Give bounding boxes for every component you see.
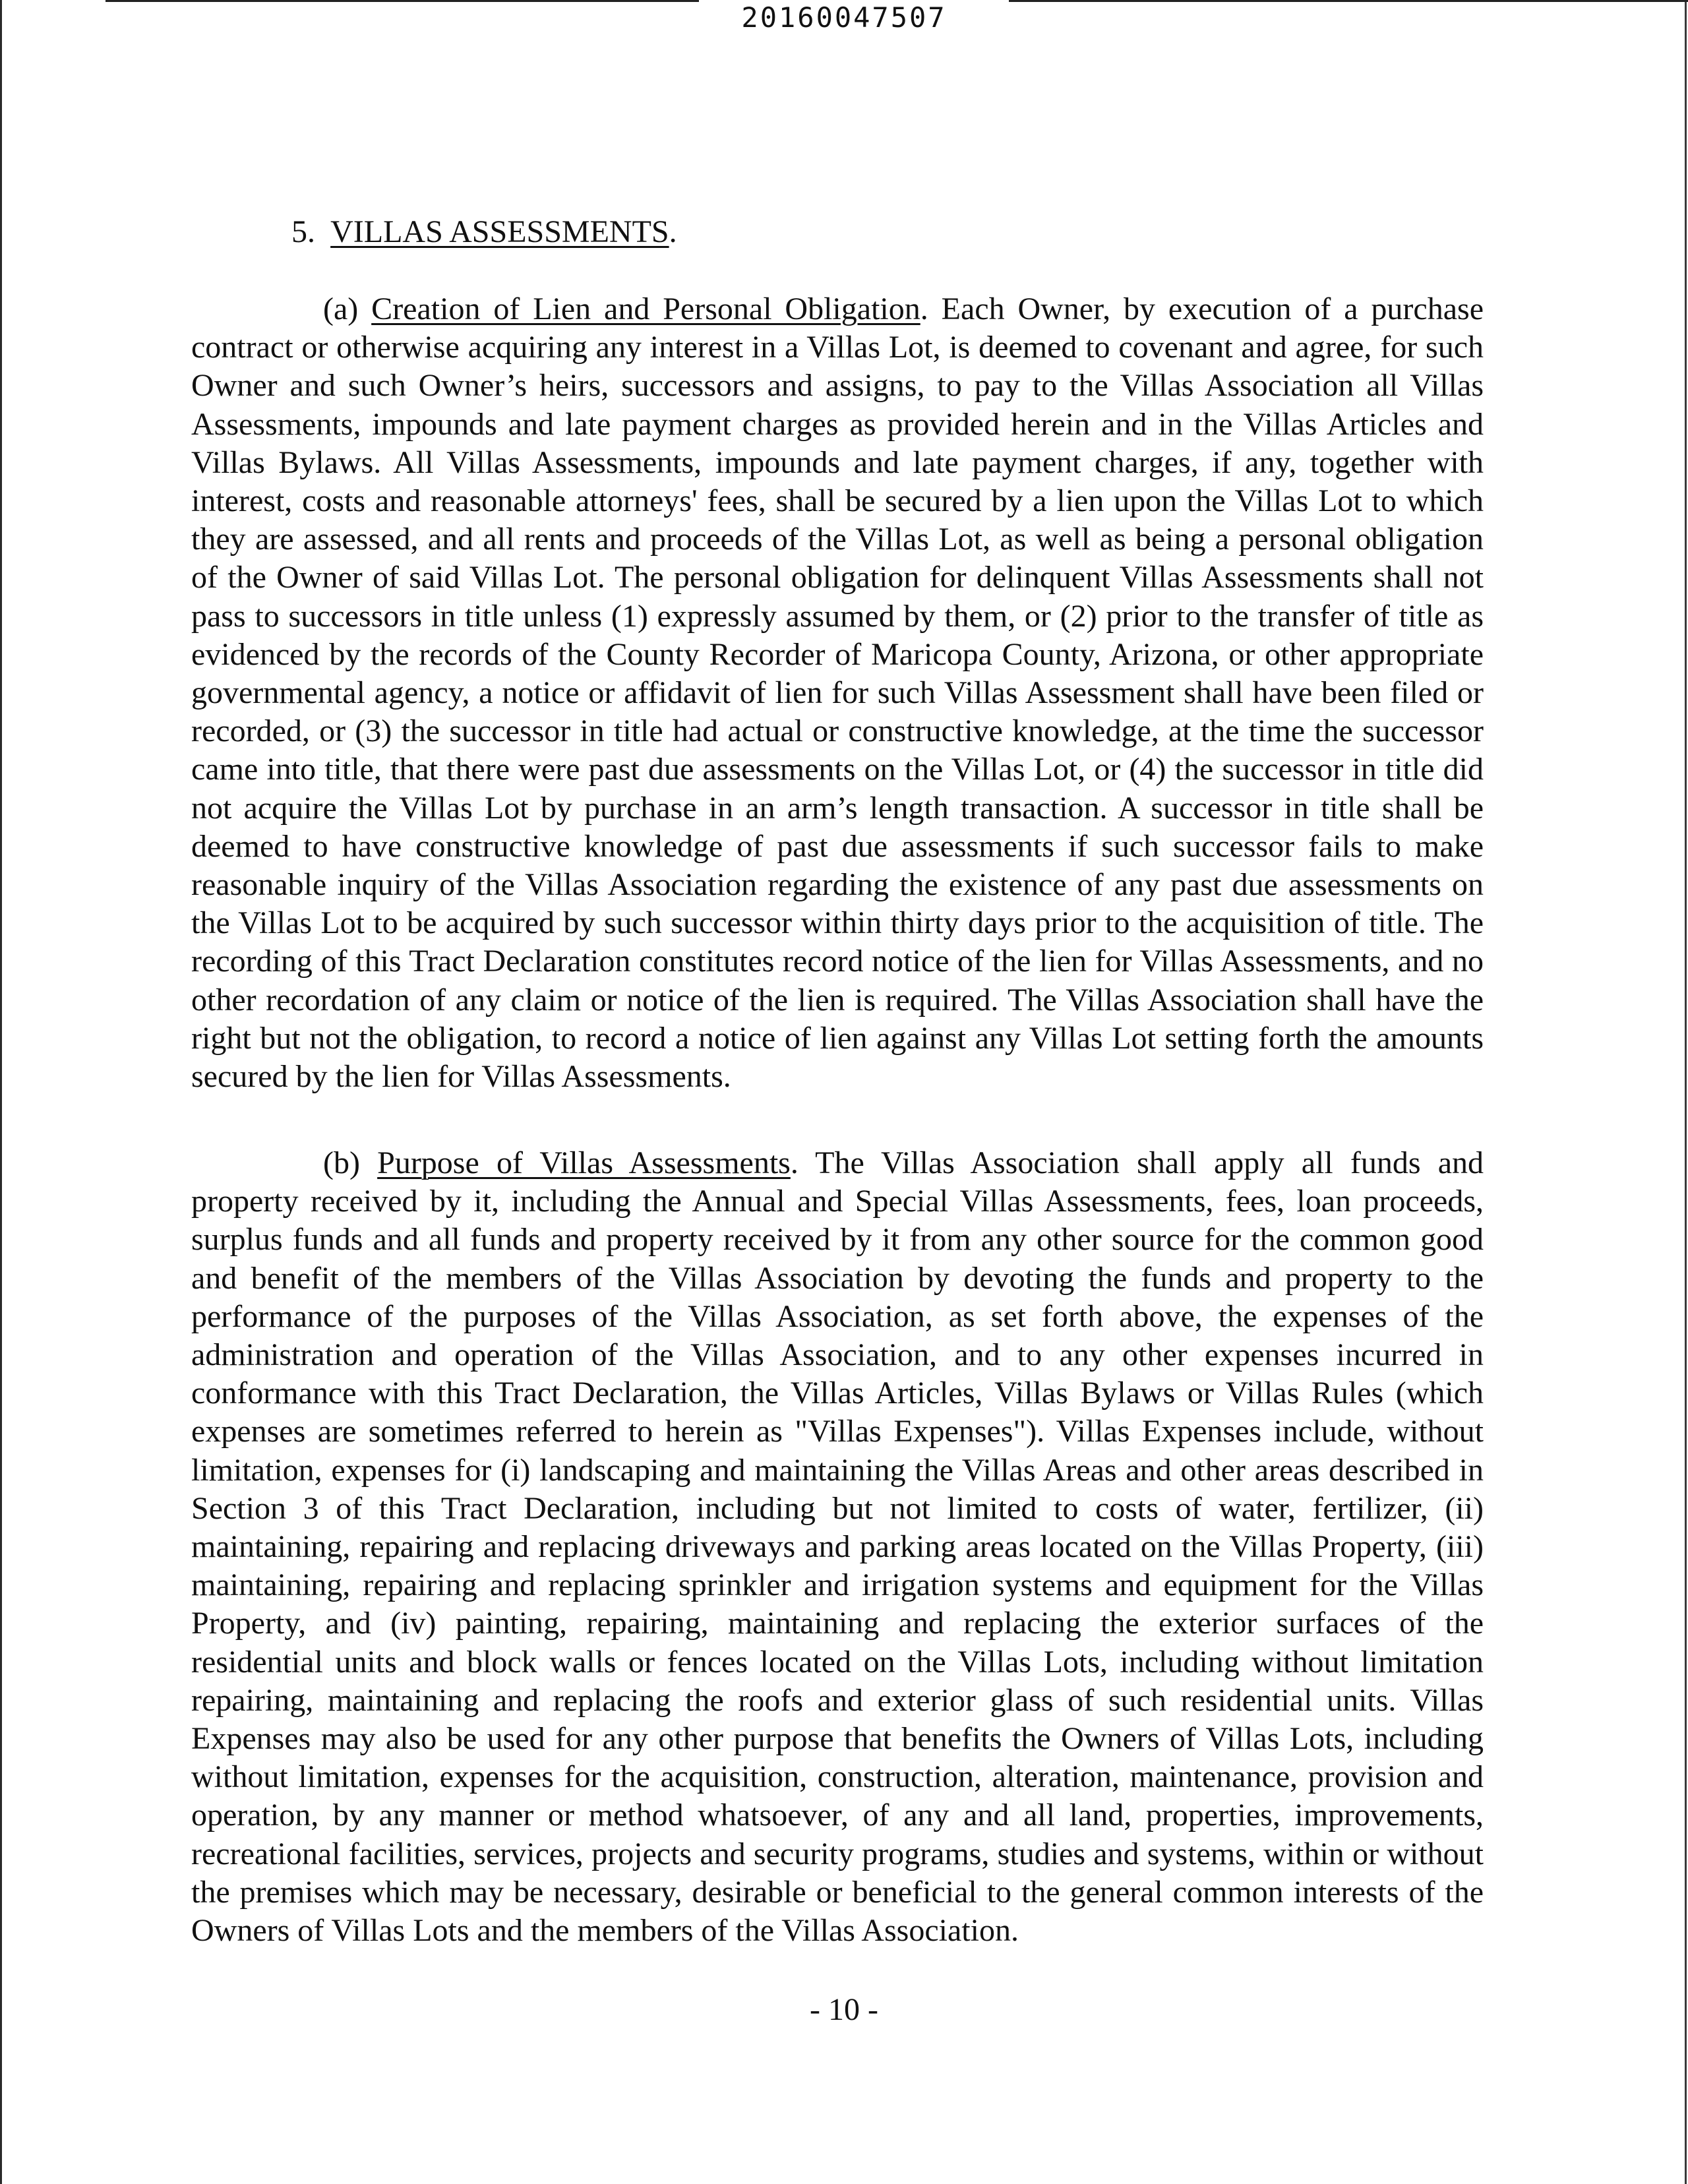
- paragraph-a-body: . Each Owner, by execution of a purchase contract or otherwise acquiring any interest in a Villas Lot, is deemed to covenant and agree, for such Owner and such Owner’s heirs, successors and assigns, to pay to the Villas Association all Villas Assessments, impounds and late payment charges as provided herein and in the Villas Articles and Villas Bylaws. All Villas Assessments, impounds and late payment charges, if any, together with interest, costs and reasonable attorneys' fees, shall be secured by a lien upon the Villas Lot to which they are assessed, and all rents and proceeds of the Villas Lot, as well as being a personal obligation of the Owner of said Villas Lot. The personal obligation for delinquent Villas Assessments shall not pass to successors in title unless (1) expressly assumed by them, or (2) prior to the transfer of title as evidenced by the records of the County Recorder of Maricopa County, Arizona, or other appropriate governmental agency, a notice or affidavit of lien for such Villas Assessment shall have been filed or recorded, or (3) the successor in title had actual or constructive knowledge, at the time the successor came into title, that there were past due assessments on the Villas Lot, or (4) the successor in title did not acquire the Villas Lot by purchase in an arm’s length transaction. A successor in title shall be deemed to have constructive knowledge of past due assessments if such successor fails to make reasonable inquiry of the Villas Association regarding the existence of any past due assessments on the Villas Lot to be acquired by such successor within thirty days prior to the acquisition of title. The recording of this Tract Declaration constitutes record notice of the lien for Villas Assessments, and no other recordation of any claim or notice of the lien is required. The Villas Association shall have the right but not the obligation, to record a notice of lien against any Villas Lot setting forth the amounts secured by the lien for Villas Assessments.: [191, 291, 1484, 1095]
- recording-number: 20160047507: [741, 1, 947, 34]
- section-title-end: .: [669, 214, 677, 249]
- section-number: 5.: [291, 214, 315, 249]
- paragraph-b-body: . The Villas Association shall apply all funds and property received by it, including the Annual and Special Villas Assessments, fees, loan proceeds, surplus funds and all funds and property received by it from any other source for the common good and benefit of the members of the Villas Association by devoting the funds and property to the performance of the purposes of the Villas Association, as set forth above, the expenses of the administration and operation of the Villas Association, and to any other expenses incurred in conformance with this Tract Declaration, the Villas Articles, Villas Bylaws or Villas Rules (which expenses are sometimes referred to herein as "Villas Expenses"). Villas Expenses include, without limitation, expenses for (i) landscaping and maintaining the Villas Areas and other areas described in Section 3 of this Tract Declaration, including but not limited to costs of water, fertilizer, (ii) maintaining, repairing and replacing driveways and parking areas located on the Villas Property, (iii) maintaining, repairing and replacing sprinkler and irrigation systems and equipment for the Villas Property, and (iv) painting, repairing, maintaining and replacing the exterior surfaces of the residential units and block walls or fences located on the Villas Lots, including without limitation repairing, maintaining and replacing the roofs and exterior glass of such residential units. Villas Expenses may also be used for any other purpose that benefits the Owners of Villas Lots, including without limitation, expenses for the acquisition, construction, alteration, maintenance, provision and operation, by any manner or method whatsoever, of any and all land, properties, improvements, recreational facilities, services, projects and security programs, studies and systems, within or without the premises which may be necessary, desirable or beneficial to the general common interests of the Owners of Villas Lots and the members of the Villas Association.: [191, 1145, 1484, 1949]
- scan-edge-right: [1685, 0, 1687, 2184]
- page-number: - 10 -: [810, 1992, 878, 2027]
- paragraph-a-heading: Creation of Lien and Personal Obligation: [371, 291, 920, 326]
- section-heading: [291, 212, 677, 252]
- section-title: VILLAS ASSESSMENTS: [330, 214, 669, 249]
- paragraph-a-label: (a): [323, 291, 359, 326]
- paragraph-b-heading: Purpose of Villas Assessments: [377, 1145, 791, 1180]
- paragraph-a: [191, 290, 1484, 1096]
- paragraph-b: [191, 1144, 1484, 1950]
- paragraph-b-label: (b): [323, 1145, 360, 1180]
- scan-edge-left: [0, 0, 2, 2184]
